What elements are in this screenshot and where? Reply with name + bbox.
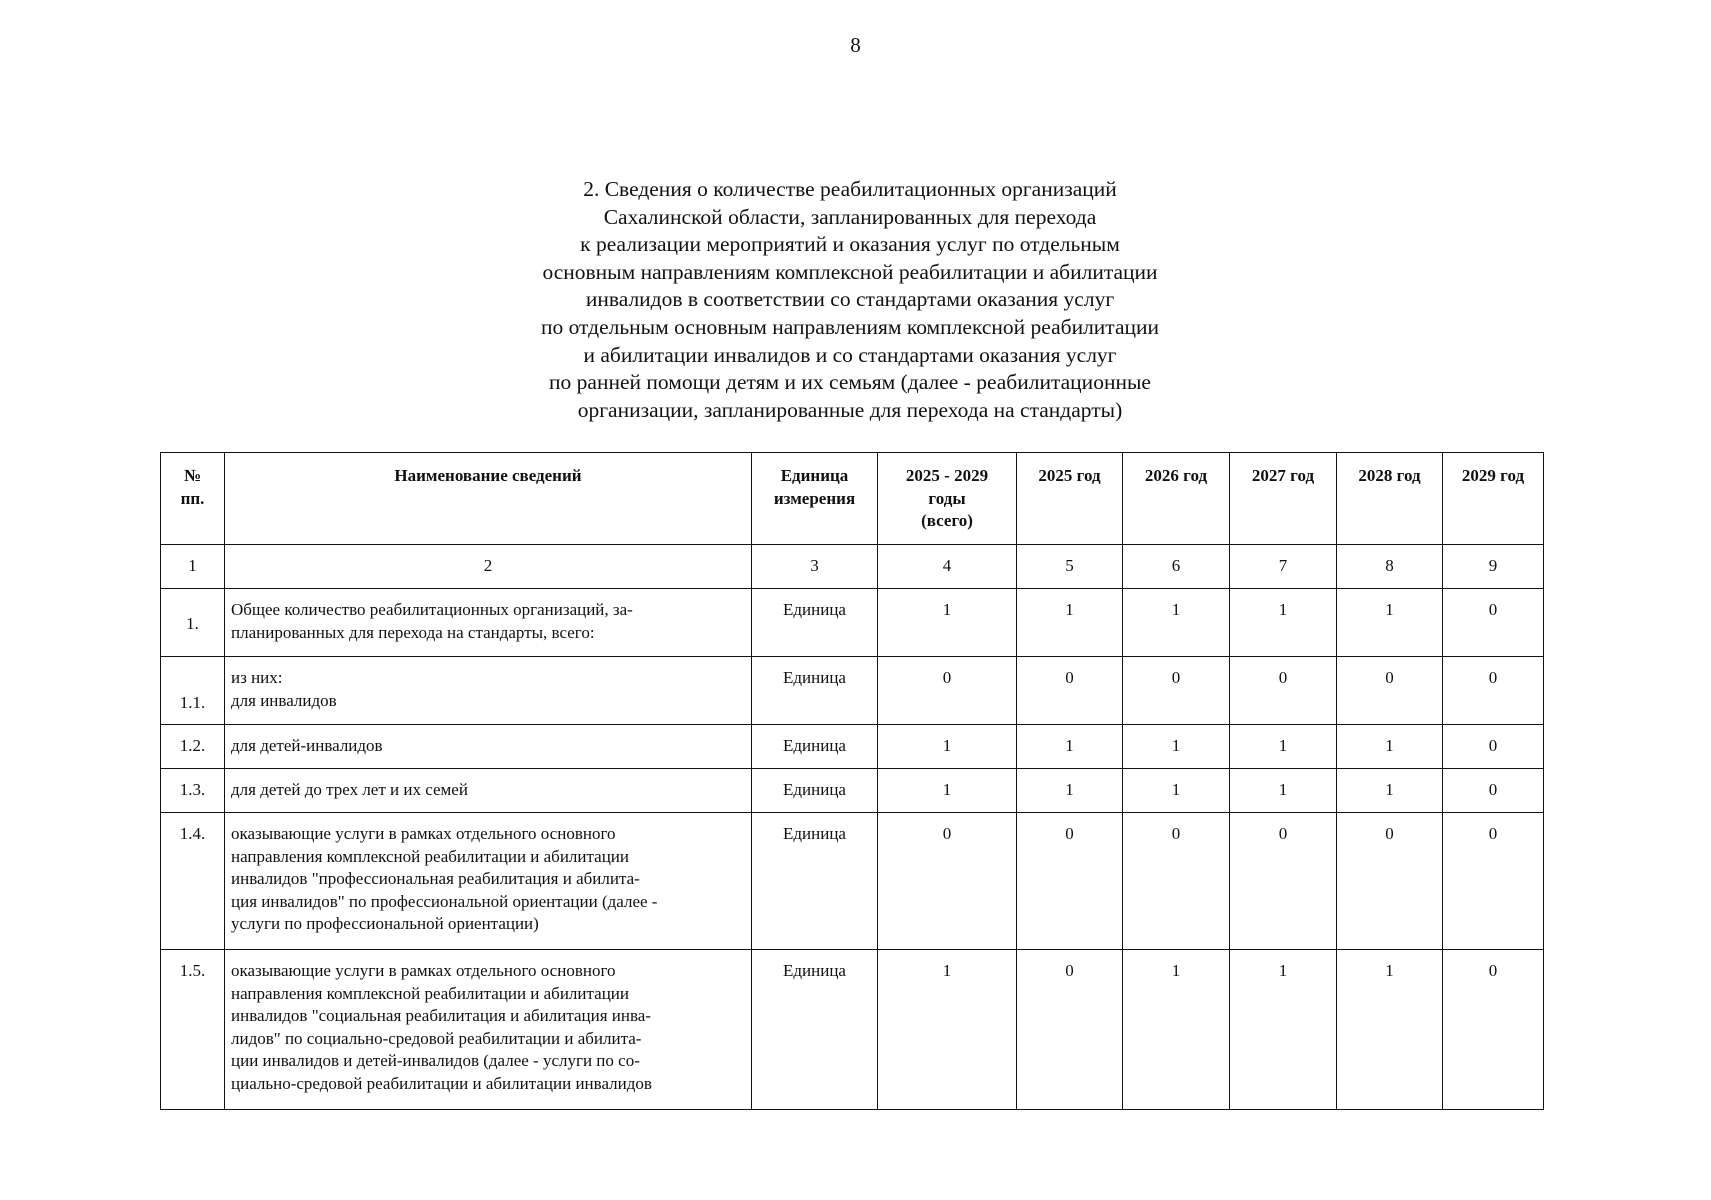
row-value-2025: 1 [1017,769,1123,813]
row-value-2026: 1 [1123,589,1230,657]
row-value-2028: 1 [1337,950,1443,1110]
row-value-2027: 0 [1230,813,1337,950]
header-num-line: пп. [180,488,205,508]
row-value-2029: 0 [1443,657,1544,725]
row-unit: Единица [752,813,878,950]
row-value-2025: 1 [1017,725,1123,769]
row-value-2029: 0 [1443,950,1544,1110]
column-number: 1 [161,545,225,589]
row-value-2029: 0 [1443,725,1544,769]
row-name [225,589,752,657]
row-value-2025: 1 [1017,589,1123,657]
header-2025: 2025 год [1017,453,1123,545]
row-number: 1.4. [161,813,225,950]
row-value-2026: 0 [1123,657,1230,725]
title-line: инвалидов в соответствии со стандартами оказания услуг [585,287,1115,312]
header-unit-line: измерения [773,488,856,508]
header-name: Наименование сведений [225,453,752,545]
row-name-line: из них: [231,668,283,687]
row-name-line: ция инвалидов" по профессиональной ориентации (далее - [231,891,658,911]
row-name-line: для инвалидов [231,690,337,710]
data-table [160,452,1544,1110]
row-name-line: для детей-инвалидов [231,736,383,755]
row-name-line: направления комплексной реабилитации и абилитации [231,846,629,866]
column-number-row [161,545,1544,589]
header-unit-line: Единица [780,466,849,485]
row-value-2026: 1 [1123,769,1230,813]
row-name [225,950,752,1110]
row-name-line: оказывающие услуги в рамках отдельного основного [231,824,616,843]
row-name-line: планированных для перехода на стандарты, всего: [231,622,595,642]
row-name-line: услуги по профессиональной ориентации) [231,914,539,933]
row-value-2027: 1 [1230,769,1337,813]
header-2029: 2029 год [1443,453,1544,545]
table-row [161,725,1544,769]
column-number: 8 [1337,545,1443,589]
row-value-2026: 1 [1123,725,1230,769]
header-total-line: (всего) [921,511,973,530]
row-name-line: инвалидов "социальная реабилитация и абилитация инва- [231,1006,651,1025]
row-value-2026: 0 [1123,813,1230,950]
column-number: 9 [1443,545,1544,589]
title-line: по ранней помощи детям и их семьям (далее - реабилитационные [549,370,1151,395]
row-value-2027: 1 [1230,950,1337,1110]
row-number: 1.1. [161,657,225,725]
title-line: основным направлениям комплексной реабилитации и абилитации [542,259,1158,284]
row-unit: Единица [752,657,878,725]
table-row [161,589,1544,657]
row-number: 1.5. [161,950,225,1110]
header-2028: 2028 год [1337,453,1443,545]
row-name [225,725,752,769]
title-line: к реализации мероприятий и оказания услуг по отдельным [580,232,1120,257]
row-name-line: инвалидов "профессиональная реабилитация и абилита- [231,869,640,888]
row-value-2026: 1 [1123,950,1230,1110]
header-row [161,453,1544,545]
title-line: и абилитации инвалидов и со стандартами оказания услуг [583,342,1117,367]
title-line: организации, запланированные для перехода на стандарты) [577,397,1123,422]
row-name-line: направления комплексной реабилитации и абилитации [231,983,629,1003]
row-value-2028: 1 [1337,589,1443,657]
row-unit: Единица [752,769,878,813]
row-unit: Единица [752,950,878,1110]
row-value-2028: 1 [1337,769,1443,813]
row-value-total: 0 [878,813,1017,950]
title-line: по отдельным основным направлениям комплексной реабилитации [540,314,1160,339]
row-name-line: Общее количество реабилитационных организаций, за- [231,600,633,619]
row-number: 1. [161,589,225,657]
row-name [225,657,752,725]
row-name-line: ции инвалидов и детей-инвалидов (далее - услуги по со- [231,1051,640,1070]
row-value-2025: 0 [1017,950,1123,1110]
row-unit: Единица [752,589,878,657]
row-value-total: 1 [878,589,1017,657]
row-number: 1.3. [161,769,225,813]
header-total-line: годы [928,488,966,508]
row-value-2028: 1 [1337,725,1443,769]
row-value-2025: 0 [1017,813,1123,950]
row-name-line: для детей до трех лет и их семей [231,780,468,799]
header-2027: 2027 год [1230,453,1337,545]
table-row [161,950,1544,1110]
row-name [225,813,752,950]
row-value-2029: 0 [1443,589,1544,657]
row-value-2027: 0 [1230,657,1337,725]
row-value-2027: 1 [1230,589,1337,657]
row-number: 1.2. [161,725,225,769]
table-row [161,769,1544,813]
header-total-line: 2025 - 2029 [905,466,989,485]
header-num-line: № [183,466,202,485]
row-value-2028: 0 [1337,657,1443,725]
row-value-2029: 0 [1443,769,1544,813]
row-value-total: 1 [878,950,1017,1110]
row-name-line: лидов" по социально-средовой реабилитации и абилита- [231,1028,642,1048]
row-value-2025: 0 [1017,657,1123,725]
header-total [878,453,1017,545]
row-value-total: 1 [878,725,1017,769]
row-unit: Единица [752,725,878,769]
table-row [161,657,1544,725]
page-number: 8 [850,33,861,57]
section-title [400,176,1300,424]
row-value-2028: 0 [1337,813,1443,950]
column-number: 7 [1230,545,1337,589]
table-row [161,813,1544,950]
column-number: 5 [1017,545,1123,589]
row-name-line: оказывающие услуги в рамках отдельного основного [231,961,616,980]
header-unit [752,453,878,545]
title-line: Сахалинской области, запланированных для перехода [603,204,1097,229]
column-number: 2 [225,545,752,589]
title-line: 2. Сведения о количестве реабилитационных организаций [583,177,1117,201]
column-number: 6 [1123,545,1230,589]
row-value-2029: 0 [1443,813,1544,950]
column-number: 3 [752,545,878,589]
header-num [161,453,225,545]
row-value-total: 1 [878,769,1017,813]
row-name [225,769,752,813]
row-value-2027: 1 [1230,725,1337,769]
header-2026: 2026 год [1123,453,1230,545]
row-value-total: 0 [878,657,1017,725]
column-number: 4 [878,545,1017,589]
row-name-line: циально-средовой реабилитации и абилитации инвалидов [231,1073,652,1093]
